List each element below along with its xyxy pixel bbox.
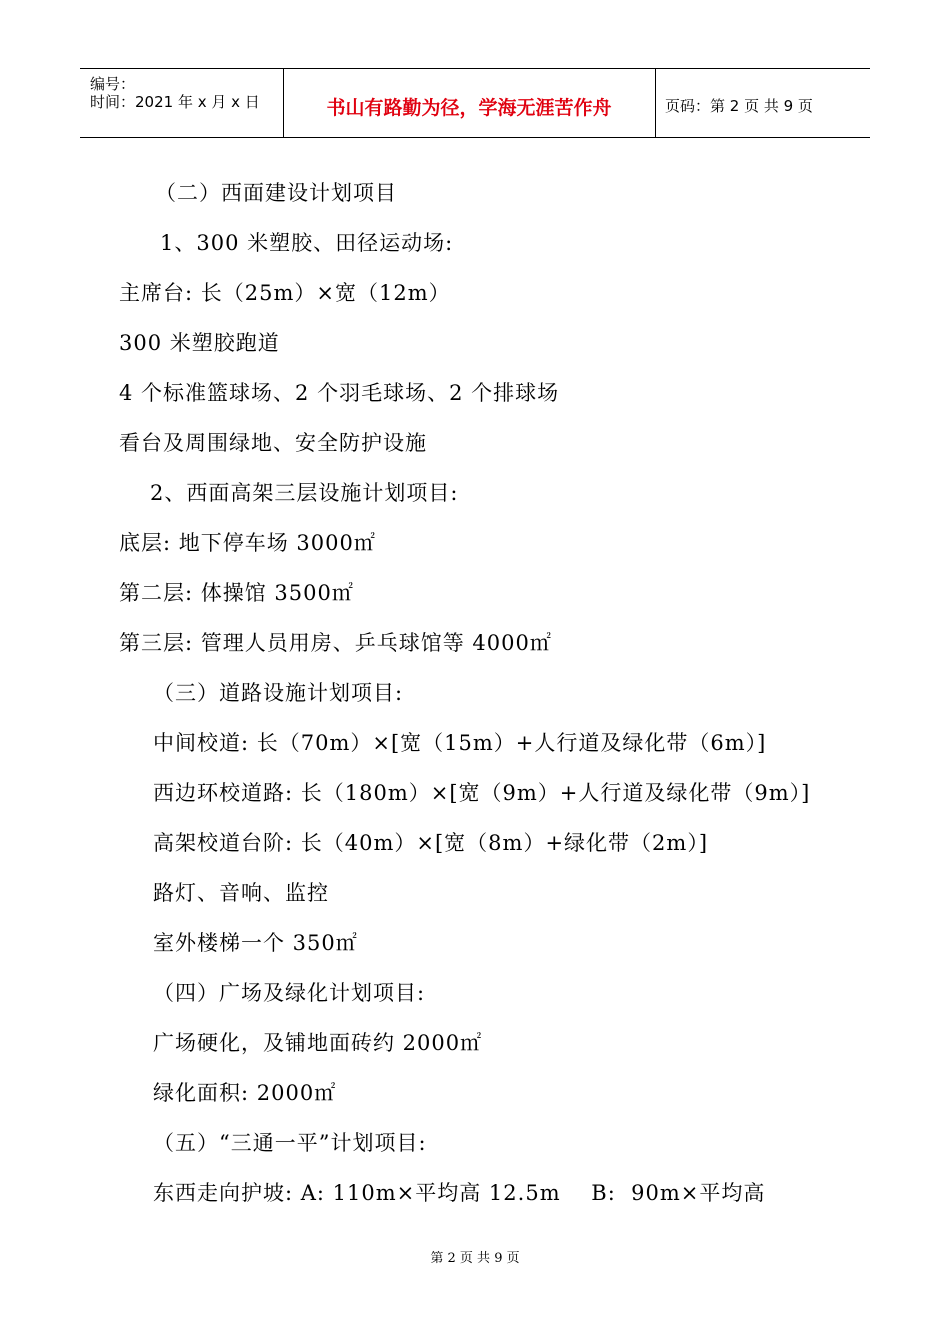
header-page-cell xyxy=(655,69,870,137)
header-motto: 书山有路勤为径，学海无涯苦作舟 xyxy=(326,97,612,119)
header-info-cell xyxy=(80,69,284,137)
body-text-line: 绿化面积: 2000㎡ xyxy=(153,1081,337,1105)
header-page-info: 页码：第 2 页 共 9 页 xyxy=(665,97,813,115)
section-heading: （五）“三通一平”计划项目: xyxy=(153,1131,427,1155)
body-text-line: 300 米塑胶跑道 xyxy=(119,331,280,355)
document-header xyxy=(80,68,870,138)
body-text-line: 看台及周围绿地、安全防护设施 xyxy=(119,431,427,455)
body-text-line: 高架校道台阶: 长（40m）×[宽（8m）+绿化带（2m）] xyxy=(153,831,709,855)
body-text-line: 第三层: 管理人员用房、乒乓球馆等 4000㎡ xyxy=(119,631,552,655)
section-heading: （四）广场及绿化计划项目: xyxy=(153,981,426,1005)
body-text-line: 西边环校道路: 长（180m）×[宽（9m）+人行道及绿化带（9m）] xyxy=(153,781,811,805)
body-text-line: 室外楼梯一个 350㎡ xyxy=(153,931,358,955)
time-label: 时间：2021 年 x 月 x 日 xyxy=(90,93,260,111)
subsection-heading: 1、300 米塑胶、田径运动场: xyxy=(160,231,454,255)
body-text-line: 中间校道: 长（70m）×[宽（15m）+人行道及绿化带（6m）] xyxy=(153,731,767,755)
page-footer: 第 2 页 共 9 页 xyxy=(430,1251,520,1266)
section-heading: （二）西面建设计划项目 xyxy=(155,181,397,205)
body-text-line: 路灯、音响、监控 xyxy=(153,881,329,905)
number-label: 编号： xyxy=(90,75,136,93)
header-motto-cell xyxy=(283,69,656,137)
body-text-line: 广场硬化，及铺地面砖约 2000㎡ xyxy=(153,1031,483,1055)
body-text-line: 4 个标准篮球场、2 个羽毛球场、2 个排球场 xyxy=(119,381,560,405)
section-heading: （三）道路设施计划项目: xyxy=(153,681,404,705)
body-text-line: 东西走向护坡: A: 110m×平均高 12.5m B: 90m×平均高 xyxy=(153,1181,766,1205)
body-text-line: 主席台: 长（25m）×宽（12m） xyxy=(119,281,451,305)
subsection-heading: 2、西面高架三层设施计划项目: xyxy=(150,481,459,505)
body-text-line: 底层: 地下停车场 3000㎡ xyxy=(119,531,376,555)
body-text-line: 第二层: 体操馆 3500㎡ xyxy=(119,581,354,605)
